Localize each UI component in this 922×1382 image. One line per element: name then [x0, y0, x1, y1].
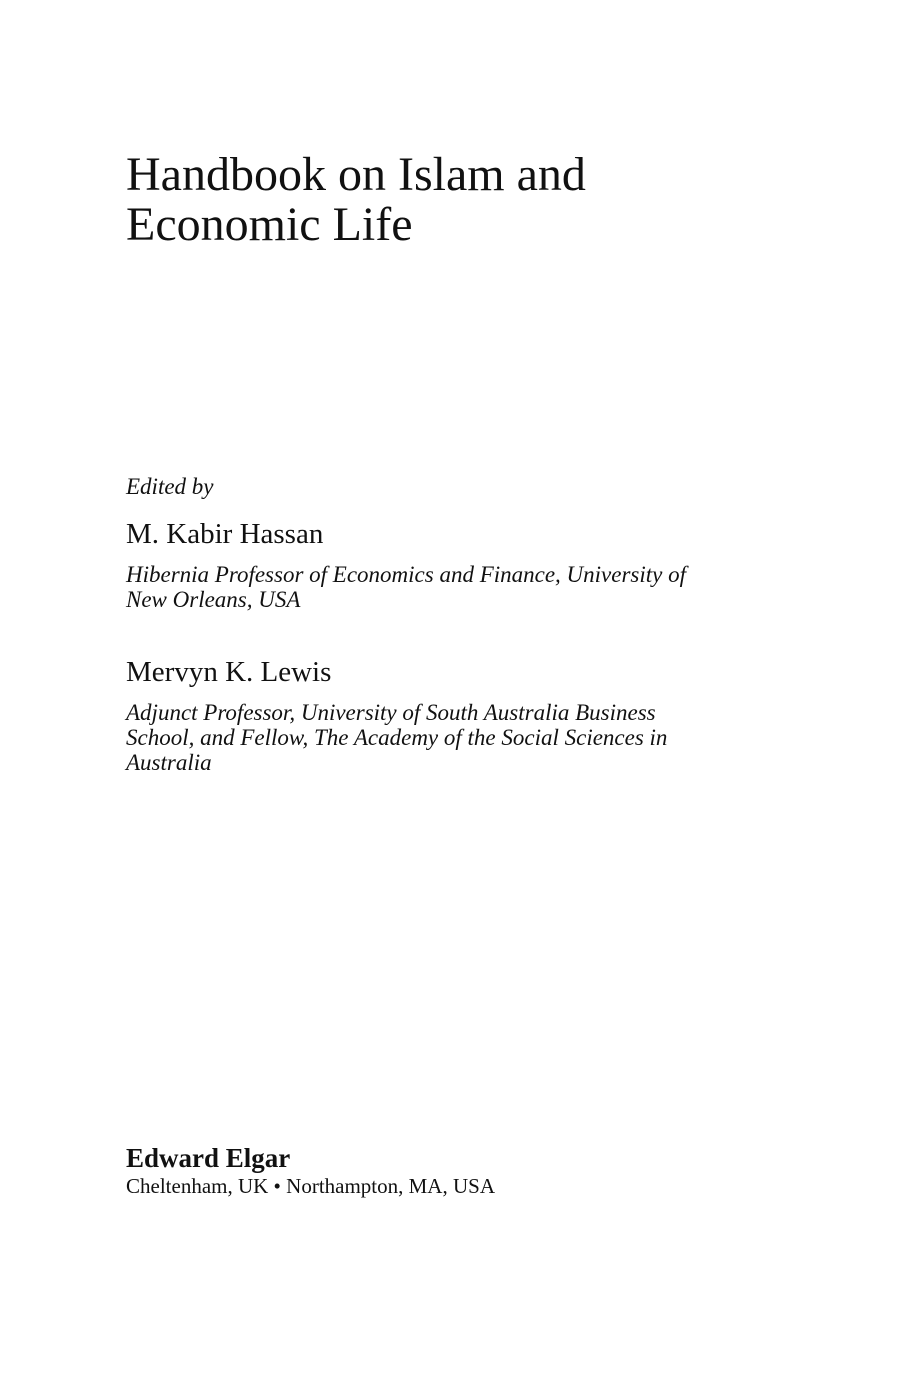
- book-title-line-2: Economic Life: [126, 198, 413, 251]
- affiliation-line: New Orleans, USA: [126, 587, 301, 612]
- editor-name-hassan: M. Kabir Hassan: [126, 518, 324, 550]
- editor-name-lewis: Mervyn K. Lewis: [126, 656, 332, 688]
- publisher-places: Cheltenham, UK • Northampton, MA, USA: [126, 1174, 495, 1198]
- affiliation-line: Adjunct Professor, University of South Australia Business: [126, 700, 656, 725]
- book-title: [126, 150, 846, 250]
- edited-by-label: Edited by: [126, 474, 214, 499]
- affiliation-line: Australia: [126, 750, 212, 775]
- editor-affiliation-lewis: [126, 700, 766, 775]
- publisher-name: Edward Elgar: [126, 1143, 291, 1173]
- book-title-line-1: Handbook on Islam and: [126, 148, 586, 201]
- affiliation-line: Hibernia Professor of Economics and Finance, University of: [126, 562, 687, 587]
- affiliation-line: School, and Fellow, The Academy of the Social Sciences in: [126, 725, 668, 750]
- editor-affiliation-hassan: [126, 562, 766, 612]
